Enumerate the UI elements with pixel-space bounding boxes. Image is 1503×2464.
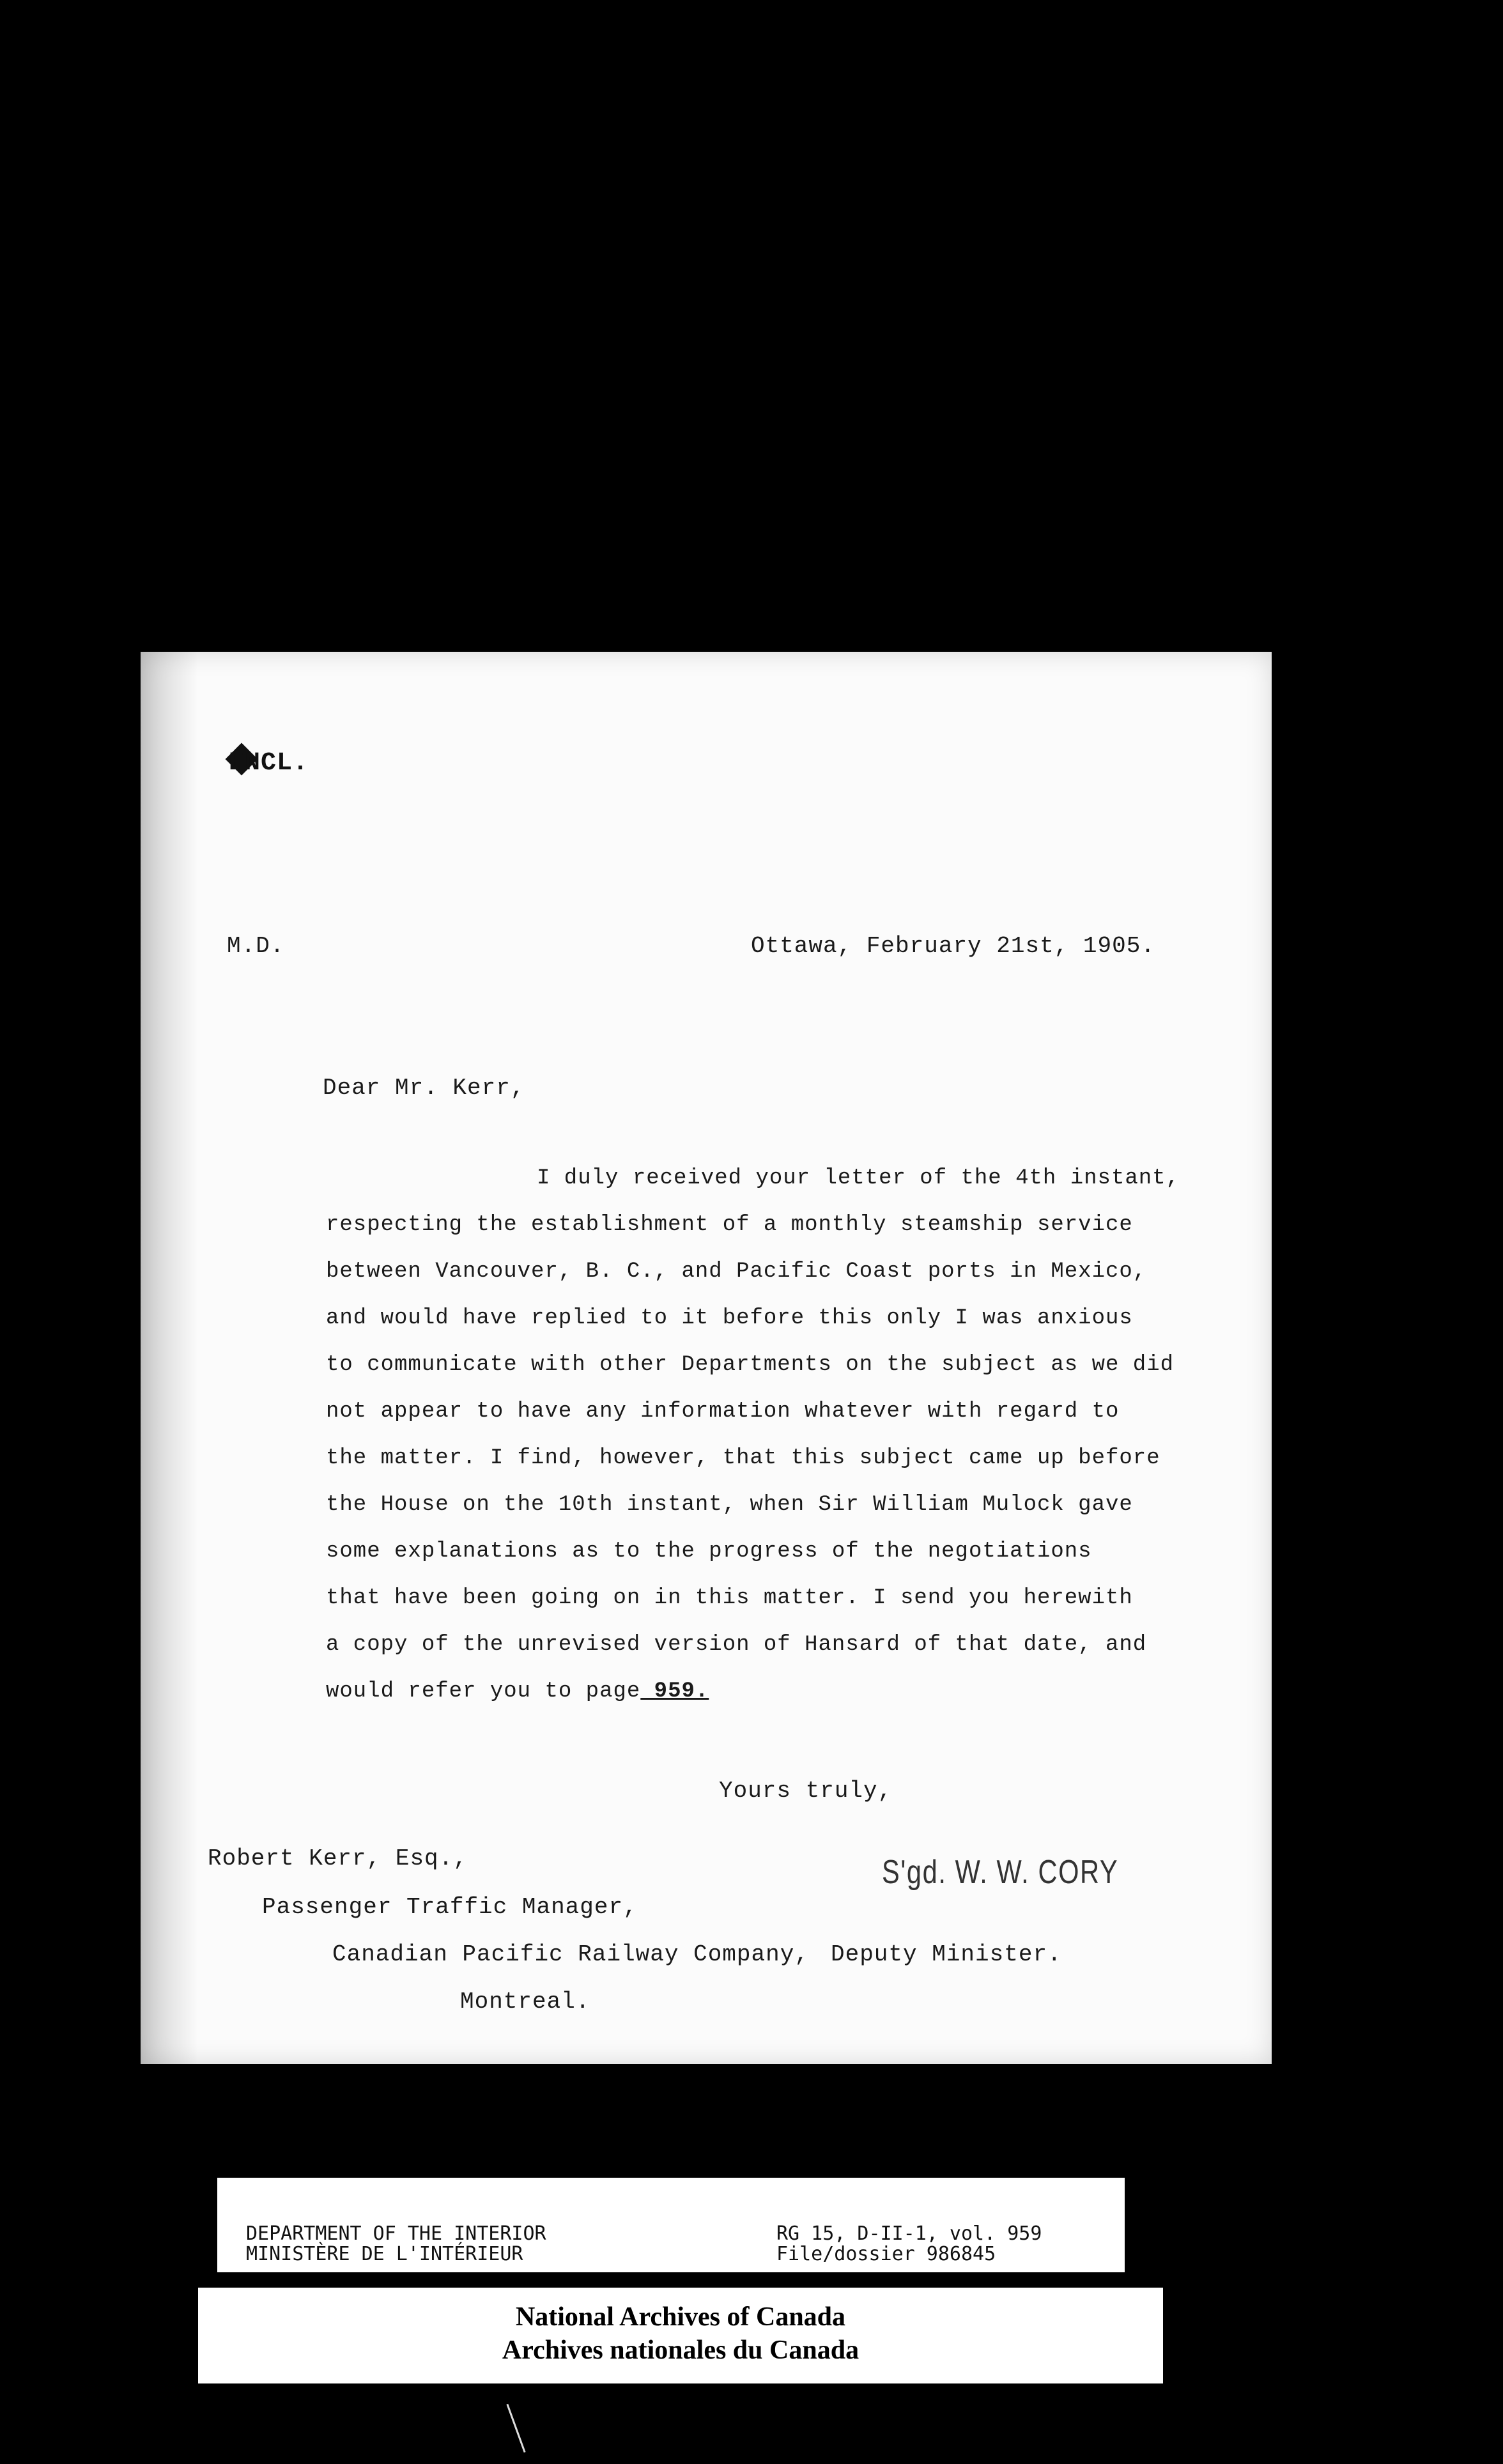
archive-reference: RG 15, D-II-1, vol. 959 [776,2222,1042,2245]
archive-label [217,2178,1125,2272]
recipient-name: Robert Kerr, Esq., [208,1845,468,1872]
body-line: would refer you to page [326,1679,641,1704]
recipient-company: Canadian Pacific Railway Company, [332,1941,809,1967]
body-line: some explanations as to the progress of the negotiations [326,1539,1092,1564]
body-line: to communicate with other Departments on the subject as we did [326,1353,1175,1377]
body-line: the House on the 10th instant, when Sir William Mulock gave [326,1493,1133,1517]
salutation: Dear Mr. Kerr, [323,1075,525,1101]
body-line: not appear to have any information whatever with regard to [326,1399,1120,1424]
scan-artifact-mark [506,2404,525,2452]
body-line: respecting the establishment of a monthly steamship service [326,1213,1133,1237]
body-line: the matter. I find, however, that this subject came up before [326,1446,1160,1470]
signer-title: Deputy Minister. [831,1941,1062,1967]
page-reference: 959. [640,1679,709,1704]
body-line-last [326,1679,709,1704]
enclosure-note: ENCL. [229,749,309,778]
file-number: File/dossier 986845 [776,2243,996,2265]
body-line: that have been going on in this matter. I send you herewith [326,1586,1133,1610]
recipient-city: Montreal. [460,1989,590,2015]
reference-initials: M.D. [227,933,285,959]
body-line: I duly received your letter of the 4th instant, [537,1166,1180,1190]
dateline: Ottawa, February 21st, 1905. [751,933,1155,959]
body-line: a copy of the unrevised version of Hansard of that date, and [326,1633,1147,1657]
department-fr: MINISTÈRE DE L'INTÉRIEUR [246,2243,523,2265]
body-line: and would have replied to it before this only I was anxious [326,1306,1133,1330]
signature-stamp: S'gd. W. W. CORY [882,1854,1119,1891]
recipient-title: Passenger Traffic Manager, [262,1894,638,1920]
archive-name-fr: Archives nationales du Canada [502,2336,859,2365]
body-line: between Vancouver, B. C., and Pacific Coast ports in Mexico, [326,1259,1147,1284]
closing: Yours truly, [719,1778,893,1804]
department-en: DEPARTMENT OF THE INTERIOR [246,2222,546,2245]
archive-stamp [198,2288,1163,2383]
archive-name-en: National Archives of Canada [515,2302,846,2332]
letter-page [141,652,1272,2064]
